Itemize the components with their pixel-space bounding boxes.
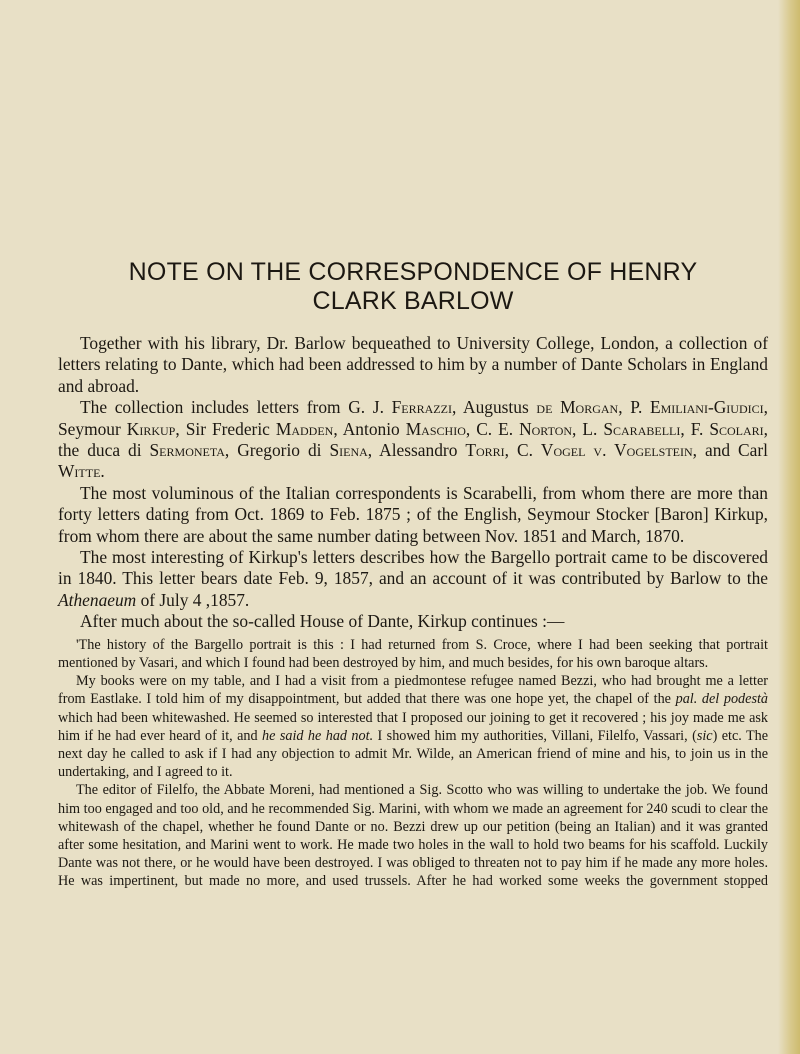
page-edge-shadow [778, 0, 800, 1054]
surname: Witte [58, 461, 101, 482]
paragraph-intro: Together with his library, Dr. Barlow bequeathed to University College, London, a collection of letters relating to Dante, which had been addressed to him by a number of Dante Scholars in England and abroad. [58, 333, 768, 396]
surname: Scarabelli [603, 418, 681, 439]
paragraph-voluminous: The most voluminous of the Italian correspondents is Scarabelli, from whom there are more than forty letters dating from Oct. 1869 to Feb. 1875 ; of the English, Seymour Stocker [Baron] Kirkup, from whom there are about the same number dating between Nov. 1851 and March, 1870. [58, 482, 768, 546]
surname: Maschio [405, 418, 466, 439]
surname: Vogel v. Vogelstein [540, 440, 693, 461]
italic-phrase: he said he had not. [262, 727, 374, 744]
surname: de Morgan [536, 397, 619, 418]
surname: Scolari [709, 418, 764, 439]
surname: Kirkup [126, 418, 176, 439]
quote-paragraph-1: 'The history of the Bargello portrait is this : I had returned from S. Croce, where I had been seeking that portrait mentioned by Vasari, and which I found had been destroyed by him, and much besides, for his own baroque altars. [58, 636, 768, 671]
page-content [58, 258, 768, 891]
surname: Madden [275, 418, 334, 439]
body-text [58, 333, 768, 633]
surname: Norton [519, 418, 573, 439]
quote-paragraph-3: The editor of Filelfo, the Abbate Moreni, had mentioned a Sig. Scotto who was willing to undertake the job. We found him too engaged and too old, and he recommended Sig. Marini, with whom we made an agreement for 240 scudi to clear the whitewash of the chapel, whether he found Dante or no. Bezzi drew up our petition (being an Italian) and it was granted after some hesitation, and Marini went to work. He made two holes in the wall to hold two beams for his scaffold. Luckily Dante was not there, or he would have been destroyed. I was obliged to threaten not to pay him if he made any more holes. He was impertinent, but made no more, and used trussels. After he had worked some weeks the government stopped [58, 782, 768, 890]
italic-phrase: pal. del podestà [675, 691, 768, 708]
surname: Torri [465, 440, 505, 461]
italic-phrase: sic [696, 727, 713, 744]
page-title [58, 258, 768, 316]
quote-paragraph-2: My books were on my table, and I had a visit from a piedmontese refugee named Bezzi, who had brought me a letter from Eastlake. I told him of my disappointment, but added that there was one hope yet, the chapel of the pal. del podestà which had been whitewashed. He seemed so interested that I proposed our joining to get it recovered ; his joy made me ask him if he had ever heard of it, and he said he had not. I showed him my authorities, Villani, Filelfo, Vassari, (sic) etc. The next day he called to ask if I had any objection to admit Mr. Wilde, an American friend of mine and his, to join us in the undertaking, and I agreed to it. [58, 673, 769, 781]
surname: Emiliani-Giudici [650, 397, 764, 418]
kirkup-quotation [58, 636, 768, 891]
journal-title: Athenaeum [58, 589, 137, 610]
title-line-2: CLARK BARLOW [312, 287, 514, 315]
surname: Ferrazzi [391, 397, 452, 418]
surname: Siena [329, 440, 368, 461]
surname: Sermoneta [149, 440, 225, 461]
paragraph-correspondents: The collection includes letters from G. J. Ferrazzi, Augustus de Morgan, P. Emiliani-Giudici, Seymour Kirkup, Sir Frederic Madden, Antonio Maschio, C. E. Norton, L. Scarabelli, F. Scolari, the duca di Sermoneta, Gregorio di Siena, Alessandro Torri, C. Vogel v. Vogelstein, and Carl Witte. [58, 397, 769, 482]
title-line-1: NOTE ON THE CORRESPONDENCE OF HENRY [128, 258, 698, 286]
paragraph-house-of-dante: After much about the so-called House of Dante, Kirkup continues :— [80, 611, 565, 632]
paragraph-bargello: The most interesting of Kirkup's letters describes how the Bargello portrait came to be discovered in 1840. This letter bears date Feb. 9, 1857, and an account of it was contributed by Barlow to the Athenaeum of July 4 ,1857. [58, 547, 768, 610]
